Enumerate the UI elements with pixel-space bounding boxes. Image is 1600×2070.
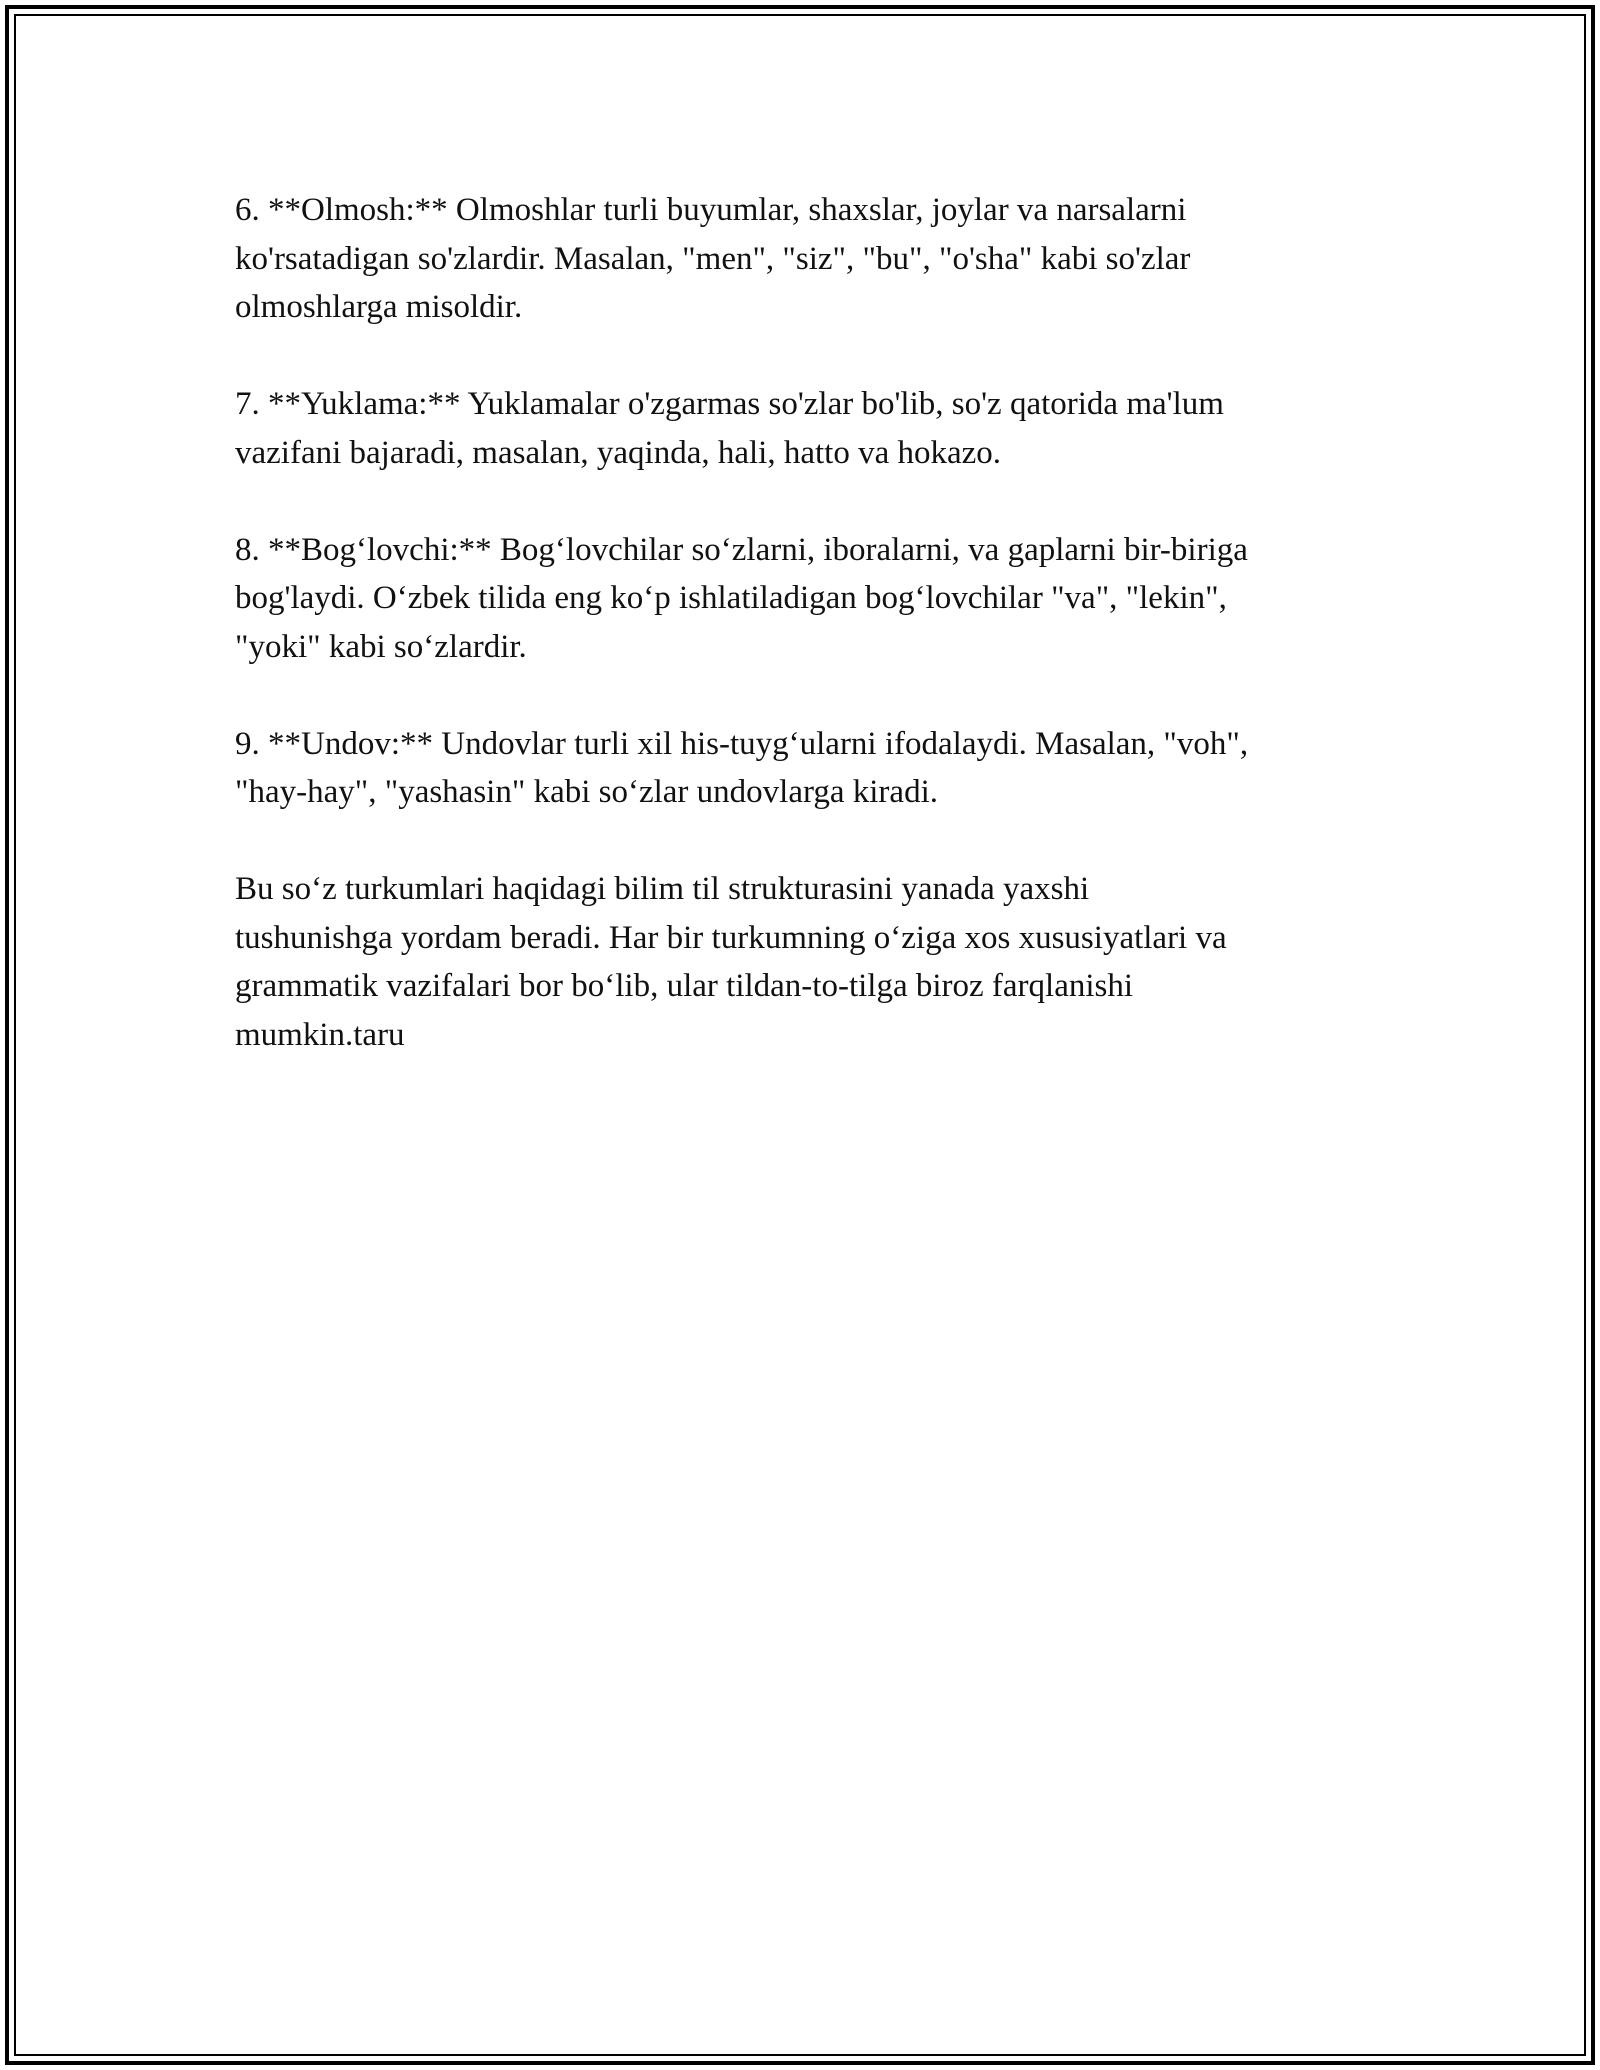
paragraph-conclusion: Bu so‘z turkumlari haqidagi bilim til strukturasini yanada yaxshi tushunishga yordam beradi. Har bir turkumning o‘ziga xos xususiyatlari va grammatik vazifalari bor bo‘lib, ular tildan-to-tilga biroz farqlanishi mumkin.taru xyxy=(235,871,1227,1053)
paragraph-yuklama: 7. **Yuklama:** Yuklamalar o'zgarmas so'zlar bo'lib, so'z qatorida ma'lum vazifani bajaradi, masalan, yaqinda, hali, hatto va hokazo. xyxy=(235,386,1224,471)
paragraph-undov: 9. **Undov:** Undovlar turli xil his-tuyg‘ularni ifodalaydi. Masalan, "voh", "hay-hay", "yashasin" kabi so‘zlar undovlarga kiradi. xyxy=(235,725,1249,810)
document-body xyxy=(235,186,1385,1059)
paragraph-boglovchi: 8. **Bog‘lovchi:** Bog‘lovchilar so‘zlarni, iboralarni, va gaplarni bir-biriga bog'laydi. O‘zbek tilida eng ko‘p ishlatiladigan bog‘lovchilar "va", "lekin", "yoki" kabi so‘zlardir. xyxy=(235,531,1248,665)
paragraph-olmosh: 6. **Olmosh:** Olmoshlar turli buyumlar, shaxslar, joylar va narsalarni ko'rsatadigan so'zlardir. Masalan, "men", "siz", "bu", "o'sha" kabi so'zlar olmoshlarga misoldir. xyxy=(235,192,1191,325)
